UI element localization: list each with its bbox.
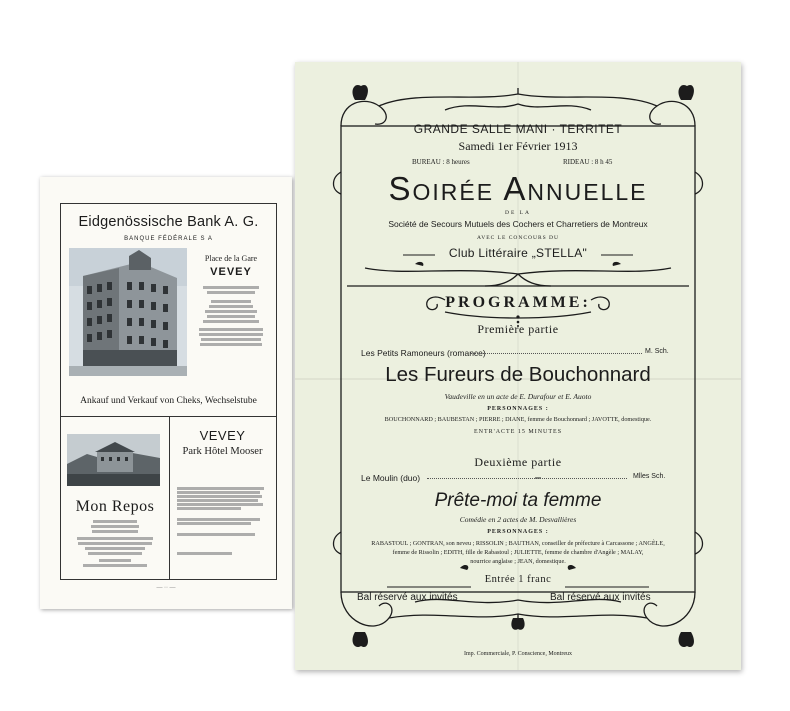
- play2-title: Prête-moi ta femme: [434, 490, 602, 511]
- programme-poster: [295, 62, 741, 670]
- bank-address-line1: Place de la Gare: [204, 254, 258, 263]
- play2-cast: [295, 539, 741, 566]
- park-hotel-small-print: [177, 486, 269, 556]
- rideau-time: RIDEAU : 8 h 45: [563, 158, 613, 166]
- entracte: ENTR'ACTE 15 MINUTES: [473, 429, 563, 435]
- avec-concours-text: AVEC LE CONCOURS DU: [476, 235, 559, 241]
- bank-subtitle: BANQUE FÉDÉRALE S A: [124, 236, 213, 242]
- venue: GRANDE SALLE MANI · TERRITET: [413, 122, 623, 136]
- item1-leader: [470, 353, 642, 354]
- mon-repos-small-print: [61, 518, 169, 569]
- item1-performer: M. Sch.: [645, 348, 669, 355]
- programme-heading: PROGRAMME:: [445, 294, 591, 311]
- part-two-heading: Deuxième partie: [474, 455, 562, 469]
- park-hotel-advertisement: [169, 416, 276, 579]
- bank-footer: Ankauf und Verkauf von Cheks, Wechselstube: [80, 396, 257, 406]
- de-la-text: DE LA: [504, 210, 532, 216]
- item1-title-text: Les Petits Ramoneurs: [361, 348, 445, 358]
- item1-note: (romance): [447, 348, 486, 358]
- event-date: Samedi 1er Février 1913: [458, 139, 578, 153]
- item2-performer: Mlles Sch.: [633, 473, 666, 480]
- item2-leader: [427, 478, 627, 479]
- play2-personnages-label: PERSONNAGES :: [487, 529, 549, 535]
- bank-address-city: VEVEY: [210, 266, 252, 278]
- page-number: — ·· —: [156, 585, 176, 591]
- bureau-time: BUREAU : 8 heures: [412, 158, 470, 166]
- club-name: Club Littéraire „STELLA": [448, 246, 588, 260]
- mon-repos-photo: [67, 434, 160, 486]
- bal-left: Bal réservé aux invités: [357, 592, 458, 603]
- bal-right: Bal réservé aux invités: [550, 592, 651, 603]
- item1-title: [361, 348, 486, 358]
- part-one-heading: Première partie: [477, 322, 559, 336]
- entry-price: Entrée 1 franc: [484, 574, 552, 585]
- item2-title: [361, 473, 420, 483]
- play2-cast-line2: femme de Rissolin ; EDITH, fille de Rabastoul ; JULIETTE, femme de chambre d'Angèle ; MALAY,: [392, 549, 644, 556]
- play1-subtitle: Vaudeville en un acte de E. Durafour et E. Auoto: [444, 392, 592, 401]
- park-hotel-name: Park Hôtel Mooser: [182, 446, 263, 457]
- bank-small-print: [191, 284, 271, 348]
- advertisement-frame: [60, 203, 277, 580]
- mon-repos-title: Mon Repos: [75, 498, 155, 515]
- play1-personnages-label: PERSONNAGES :: [487, 406, 549, 412]
- item2-note: (duo): [400, 473, 421, 483]
- play2-cast-line1: RABASTOUL ; GONTRAN, son neveu ; RISSOLIN ; BAUTHAN, conseiller de préfecture à Carcassone ; ANGÈLE,: [371, 540, 665, 547]
- printer-imprint: Imp. Commerciale, P. Conscience, Montreux: [464, 651, 572, 657]
- bank-title: Eidgenössische Bank A. G.: [78, 214, 259, 230]
- bank-advertisement: [61, 204, 276, 417]
- play2-cast-line3: nourrice anglaise ; JEAN, domestique.: [470, 558, 566, 565]
- advertisement-page: [40, 177, 292, 609]
- play1-title: Les Fureurs de Bouchonnard: [385, 363, 651, 386]
- play1-cast: BOUCHONNARD ; BAUBESTAN ; PIERRE ; DIANE, femme de Bouchonnard ; JAVOTTE, domestique.: [384, 416, 652, 423]
- play2-subtitle: Comédie en 2 actes de M. Desvallières: [459, 515, 577, 524]
- bank-building-photo: [69, 248, 187, 376]
- item2-title-text: Le Moulin: [361, 473, 398, 483]
- mon-repos-advertisement: [61, 416, 170, 579]
- poster-title: Soirée Annuelle: [388, 170, 648, 207]
- park-hotel-city: VEVEY: [199, 428, 246, 443]
- society-name: Société de Secours Mutuels des Cochers et Charretiers de Montreux: [388, 219, 648, 229]
